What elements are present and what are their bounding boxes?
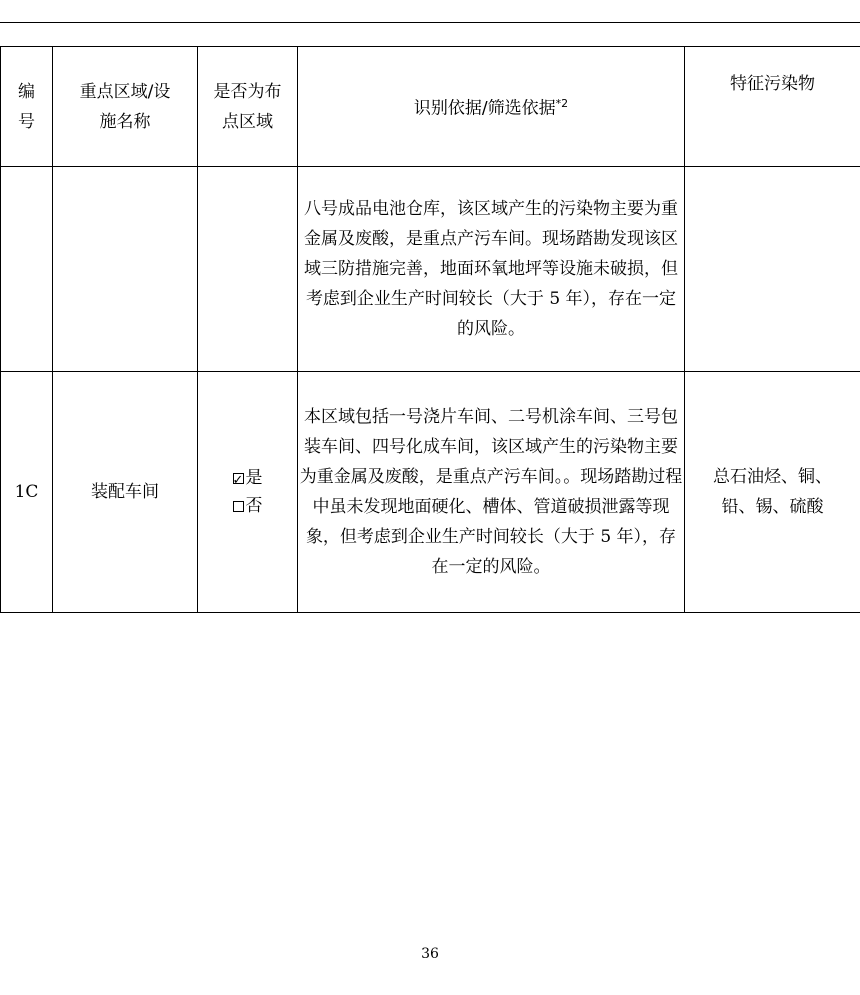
top-rule (0, 22, 860, 23)
header-area: 重点区域/设施名称 (53, 47, 198, 167)
key-area-table (0, 46, 860, 613)
cell-pollutant (685, 167, 860, 372)
header-basis-sup: *2 (555, 97, 569, 111)
table-row (1, 167, 860, 372)
cell-area: 装配车间 (53, 372, 198, 613)
header-pollutant: 特征污染物 (685, 47, 860, 167)
cell-point (198, 167, 298, 372)
cell-area (53, 167, 198, 372)
cell-no: 1C (1, 372, 53, 613)
point-yes-option: ✓是 (198, 464, 297, 492)
header-no: 编号 (1, 47, 53, 167)
cell-point (198, 372, 298, 613)
header-basis: 识别依据/筛选依据$^{*2}$ (298, 47, 685, 167)
checked-box-icon (233, 473, 244, 484)
page-number: 36 (421, 946, 439, 962)
table-header-row (1, 47, 860, 167)
point-no-option: 否 (198, 492, 297, 520)
cell-basis: 八号成品电池仓库，该区域产生的污染物主要为重金属及废酸，是重点产污车间。现场踏勘发现该区域三防措施完善，地面环氧地坪等设施未破损，但考虑到企业生产时间较长（大于 5 年），存在一定的风险。 (298, 167, 685, 372)
cell-pollutant: 总石油烃、铜、铅、锡、硫酸 (685, 372, 860, 613)
cell-basis: 本区域包括一号浇片车间、二号机涂车间、三号包装车间、四号化成车间，该区域产生的污染物主要为重金属及废酸，是重点产污车间。。现场踏勘过程中虽未发现地面硬化、槽体、管道破损泄露等现象，但考虑到企业生产时间较长（大于 5 年），存在一定的风险。 (298, 372, 685, 613)
header-point: 是否为布点区域 (198, 47, 298, 167)
cell-no (1, 167, 53, 372)
table-row (1, 372, 860, 613)
empty-box-icon (233, 501, 244, 512)
